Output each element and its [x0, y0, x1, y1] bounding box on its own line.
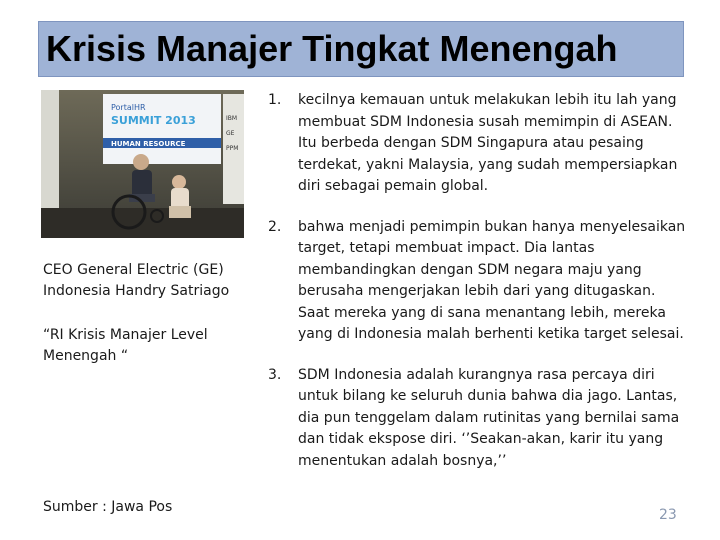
sponsor-logo-2: GE — [226, 130, 235, 137]
slide-title: Krisis Manajer Tingkat Menengah — [46, 28, 618, 69]
source-credit: Sumber : Jawa Pos — [43, 499, 173, 515]
list-item — [268, 365, 688, 473]
list-item-number: 1. — [268, 92, 282, 108]
page-number: 23 — [659, 507, 677, 523]
point-list — [268, 90, 688, 472]
banner-line-2: SUMMIT 2013 — [111, 114, 196, 127]
list-item-number: 3. — [268, 366, 282, 383]
banner-line-1: PortalHR — [111, 103, 146, 112]
sponsor-logo-3: PPM — [226, 145, 239, 152]
headline-quote: “RI Krisis Manajer Level Menengah “ — [43, 327, 208, 364]
list-item-number: 2. — [268, 218, 282, 235]
sponsor-logo-1: IBM — [226, 115, 238, 122]
photo-illustration — [41, 90, 244, 238]
list-item — [268, 217, 688, 346]
speaker-photo — [41, 90, 244, 238]
banner-line-3: HUMAN RESOURCE — [111, 140, 186, 148]
list-item-text: bahwa menjadi pemimpin bukan hanya menyelesaikan target, tetapi membuat impact. Dia lantas membandingkan dengan SDM negara maju yang berusaha mengerjakan lebih dari yang ditugaskan. Saat mereka yang di sana menantang lebih, mereka yang di Indonesia malah berhenti ketika target selesai. — [298, 218, 686, 342]
list-item-text: kecilnya kemauan untuk melakukan lebih itu lah yang membuat SDM Indonesia susah memimpin di ASEAN. Itu berbeda dengan SDM Singapura atau pesaing terdekat, yakni Malaysia, yang sudah mempersiapkan diri sebagai pemain global. — [298, 92, 678, 194]
photo-caption: CEO General Electric (GE) Indonesia Handry Satriago — [43, 262, 230, 299]
title-bar — [38, 21, 684, 77]
list-item-text: SDM Indonesia adalah kurangnya rasa percaya diri untuk bilang ke seluruh dunia bahwa dia jago. Lantas, dia pun tenggelam dalam rutinitas yang bernilai sama dan tidak ekspose diri. ‘’Seakan-akan, karir itu yang menentukan adalah bosnya,’’ — [298, 366, 680, 469]
list-item — [268, 90, 688, 198]
